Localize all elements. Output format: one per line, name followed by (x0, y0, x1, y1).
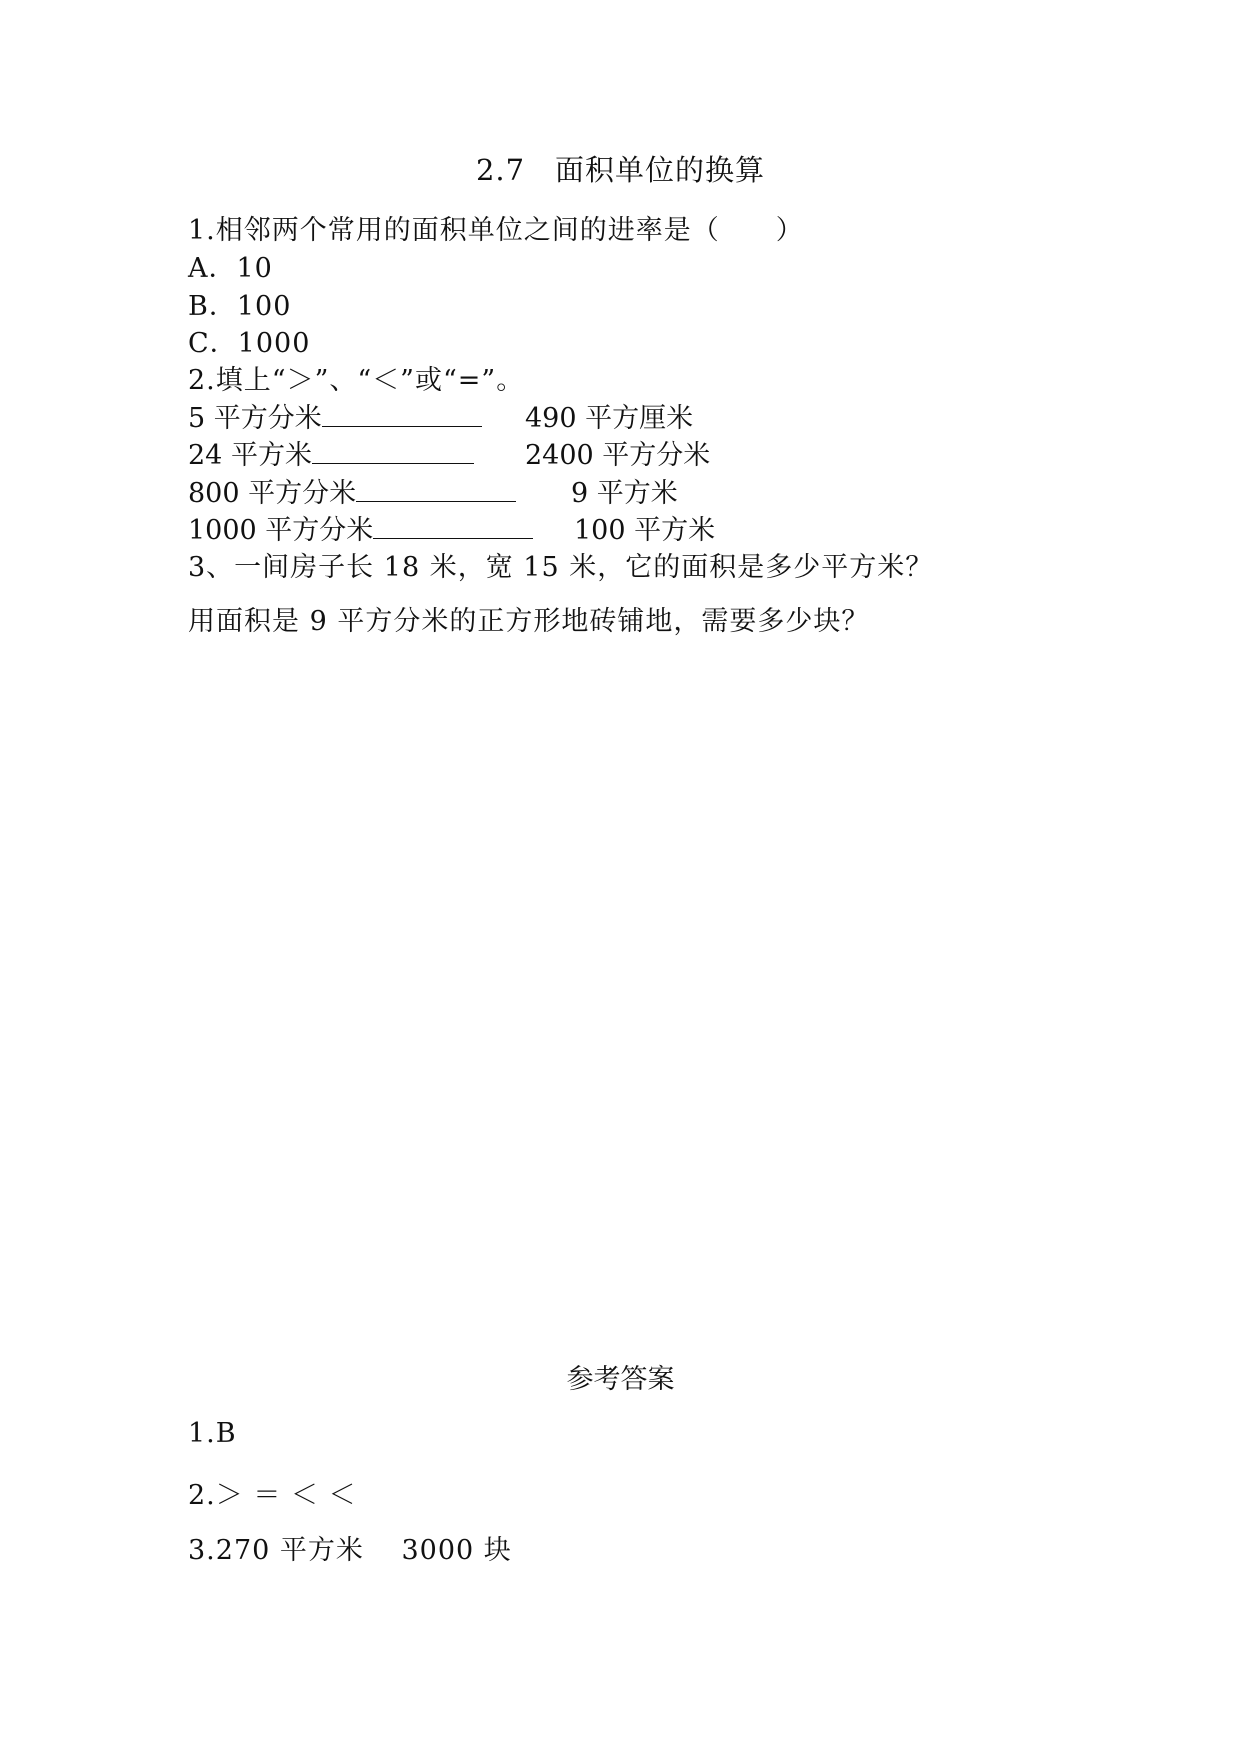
compare-row-2 (188, 433, 711, 472)
answer-blank[interactable] (356, 475, 516, 502)
compare-row-4 (188, 508, 716, 547)
compare-right: 490 平方厘米 (525, 403, 694, 434)
question-1-option-b: B．100 (188, 291, 292, 322)
compare-left: 24 平方米 (188, 440, 312, 471)
compare-row-3 (188, 471, 678, 510)
answer-blank[interactable] (322, 400, 482, 427)
question-1-option-c: C．1000 (188, 328, 311, 359)
page-title: 2.7 面积单位的换算 (475, 153, 766, 187)
answer-blank[interactable] (373, 512, 533, 539)
answers-title: 参考答案 (566, 1364, 675, 1395)
compare-right: 100 平方米 (574, 515, 716, 546)
compare-left: 1000 平方分米 (188, 515, 374, 546)
compare-left: 5 平方分米 (188, 403, 322, 434)
compare-right: 2400 平方分米 (525, 440, 711, 471)
question-1-option-a: A．10 (188, 253, 273, 284)
question-3-line-2: 用面积是 9 平方分米的正方形地砖铺地，需要多少块？ (188, 606, 870, 637)
answer-blank[interactable] (312, 437, 474, 464)
compare-left: 800 平方分米 (188, 478, 357, 509)
compare-row-1 (188, 396, 694, 435)
question-2-stem: 2.填上“＞”、“＜”或“=”。 (188, 365, 525, 396)
answer-1: 1.B (188, 1418, 237, 1449)
answer-3: 3.270 平方米 3000 块 (188, 1535, 512, 1566)
question-3-line-1: 3、一间房子长 18 米，宽 15 米，它的面积是多少平方米？ (188, 552, 934, 583)
compare-right: 9 平方米 (571, 478, 678, 509)
question-1-stem: 1.相邻两个常用的面积单位之间的进率是（ ） (188, 215, 804, 246)
answer-2: 2.＞ ＝ ＜ ＜ (188, 1480, 357, 1511)
